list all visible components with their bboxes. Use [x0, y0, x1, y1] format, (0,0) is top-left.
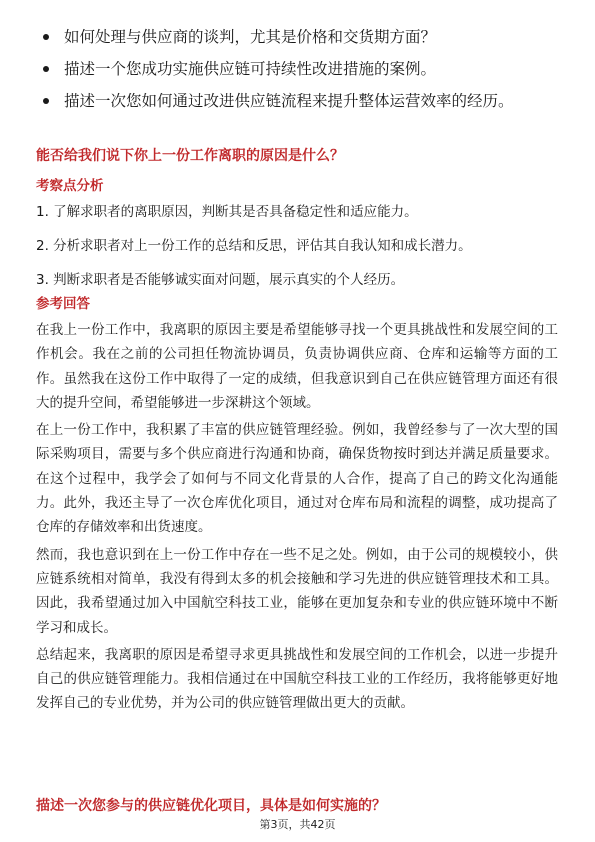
bullet-item: [40, 56, 560, 82]
analysis-item: 3. 判断求职者是否能够诚实面对问题，展示真实的个人经历。: [36, 272, 405, 288]
answer-paragraph: 然而，我也意识到在上一份工作中存在一些不足之处。例如，由于公司的规模较小，供应链系统相对简单，我没有得到太多的机会接触和学习先进的供应链管理技术和工具。因此，我希望通过加入中国航空科技工业，能够在更加复杂和专业的供应链环境中不断学习和成长。: [36, 546, 558, 636]
question-bullet-list: [40, 24, 560, 120]
page-number-footer: 第3页，共42页: [259, 818, 336, 831]
answer-heading: 参考回答: [36, 296, 90, 312]
answer-paragraph: 在上一份工作中，我积累了丰富的供应链管理经验。例如，我曾经参与了一次大型的国际采购项目，需要与多个供应商进行沟通和协商，确保货物按时到达并满足质量要求。在这个过程中，我学会了如何与不同文化背景的人合作，提高了自己的跨文化沟通能力。此外，我还主导了一次仓库优化项目，通过对仓库布局和流程的调整，成功提高了仓库的存储效率和出货速度。: [36, 422, 558, 536]
analysis-heading: 考察点分析: [36, 178, 104, 194]
next-question-heading: 描述一次您参与的供应链优化项目，具体是如何实施的？: [36, 798, 386, 814]
bullet-text: 描述一次您如何通过改进供应链流程来提升整体运营效率的经历。: [64, 92, 514, 110]
bullet-text: 描述一个您成功实施供应链可持续性改进措施的案例。: [64, 60, 437, 78]
bullet-item: [40, 24, 560, 50]
bullet-text: 如何处理与供应商的谈判，尤其是价格和交货期方面？: [64, 28, 437, 46]
analysis-list: [36, 202, 561, 304]
analysis-item: 1. 了解求职者的离职原因，判断其是否具备稳定性和适应能力。: [36, 204, 418, 220]
bullet-dot-icon: [43, 98, 49, 104]
bullet-dot-icon: [43, 66, 49, 72]
analysis-item: 2. 分析求职者对上一份工作的总结和反思，评估其自我认知和成长潜力。: [36, 238, 472, 254]
answer-paragraph: 在我上一份工作中，我离职的原因主要是希望能够寻找一个更具挑战性和发展空间的工作机会。我在之前的公司担任物流协调员，负责协调供应商、仓库和运输等方面的工作。虽然我在这份工作中取得了一定的成绩，但我意识到自己在供应链管理方面还有很大的提升空间，希望能够进一步深耕这个领域。: [36, 322, 558, 411]
question-heading: 能否给我们说下你上一份工作离职的原因是什么？: [36, 148, 344, 164]
bullet-item: [40, 88, 560, 114]
bullet-dot-icon: [43, 34, 49, 40]
answer-paragraph: 总结起来，我离职的原因是希望寻求更具挑战性和发展空间的工作机会，以进一步提升自己的供应链管理能力。我相信通过在中国航空科技工业的工作经历，我将能够更好地发挥自己的专业优势，并为公司的供应链管理做出更大的贡献。: [36, 646, 558, 712]
answer-body: [36, 318, 558, 719]
